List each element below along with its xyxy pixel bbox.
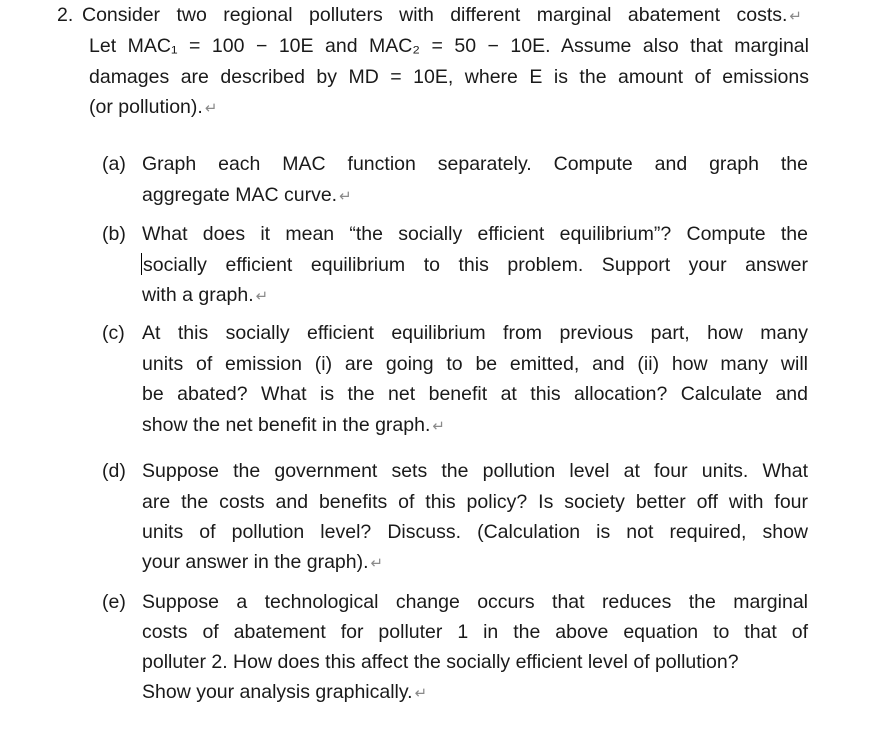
problem-line-2[interactable]: Let MAC₁ = 100 − 10E and MAC₂ = 50 − 10E. Assume also that marginal bbox=[89, 35, 809, 57]
part-e-line-3[interactable]: polluter 2. How does this affect the socially efficient level of pollution? bbox=[142, 651, 739, 673]
part-a-line-2[interactable]: aggregate MAC curve. ↵ bbox=[142, 184, 352, 206]
text-cursor bbox=[141, 253, 142, 275]
part-d-line-2[interactable]: are the costs and benefits of this policy? Is society better off with four bbox=[142, 491, 808, 513]
part-b-line-1[interactable]: What does it mean “the socially efficient equilibrium”? Compute the bbox=[142, 223, 808, 245]
part-d-label: (d) bbox=[102, 460, 126, 482]
paragraph-mark-icon: ↵ bbox=[789, 8, 802, 25]
part-c-line-2[interactable]: units of emission (i) are going to be emitted, and (ii) how many will bbox=[142, 353, 808, 375]
part-c-line-1[interactable]: At this socially efficient equilibrium from previous part, how many bbox=[142, 322, 808, 344]
part-a-label: (a) bbox=[102, 153, 126, 175]
part-e-line-1[interactable]: Suppose a technological change occurs that reduces the marginal bbox=[142, 591, 808, 613]
problem-number: 2. bbox=[57, 4, 74, 26]
paragraph-mark-icon: ↵ bbox=[414, 685, 428, 702]
paragraph-mark-icon: ↵ bbox=[432, 418, 445, 435]
part-d-line-4[interactable]: your answer in the graph). ↵ bbox=[142, 551, 384, 573]
part-e-line-2[interactable]: costs of abatement for polluter 1 in the above equation to that of bbox=[142, 621, 808, 643]
part-d-line-3[interactable]: units of pollution level? Discuss. (Calculation is not required, show bbox=[142, 521, 808, 543]
part-b-line-2[interactable]: socially efficient equilibrium to this problem. Support your answer bbox=[143, 254, 808, 276]
part-d-line-1[interactable]: Suppose the government sets the pollution level at four units. What bbox=[142, 460, 808, 482]
paragraph-mark-icon: ↵ bbox=[255, 288, 269, 305]
part-b-line-3[interactable]: with a graph. ↵ bbox=[142, 284, 269, 306]
problem-line-4[interactable]: (or pollution). ↵ bbox=[89, 96, 218, 118]
paragraph-mark-icon: ↵ bbox=[204, 100, 218, 117]
paragraph-mark-icon: ↵ bbox=[370, 555, 384, 572]
paragraph-mark-icon: ↵ bbox=[339, 188, 352, 205]
part-c-label: (c) bbox=[102, 322, 125, 344]
problem-line-1[interactable]: Consider two regional polluters with different marginal abatement costs. ↵ bbox=[82, 4, 802, 26]
part-b-label: (b) bbox=[102, 223, 126, 245]
part-c-line-4[interactable]: show the net benefit in the graph. ↵ bbox=[142, 414, 445, 436]
part-e-label: (e) bbox=[102, 591, 126, 613]
part-a-line-1[interactable]: Graph each MAC function separately. Compute and graph the bbox=[142, 153, 808, 175]
problem-line-3[interactable]: damages are described by MD = 10E, where E is the amount of emissions bbox=[89, 66, 809, 88]
part-c-line-3[interactable]: be abated? What is the net benefit at this allocation? Calculate and bbox=[142, 383, 808, 405]
part-e-line-4[interactable]: Show your analysis graphically. ↵ bbox=[142, 681, 428, 703]
